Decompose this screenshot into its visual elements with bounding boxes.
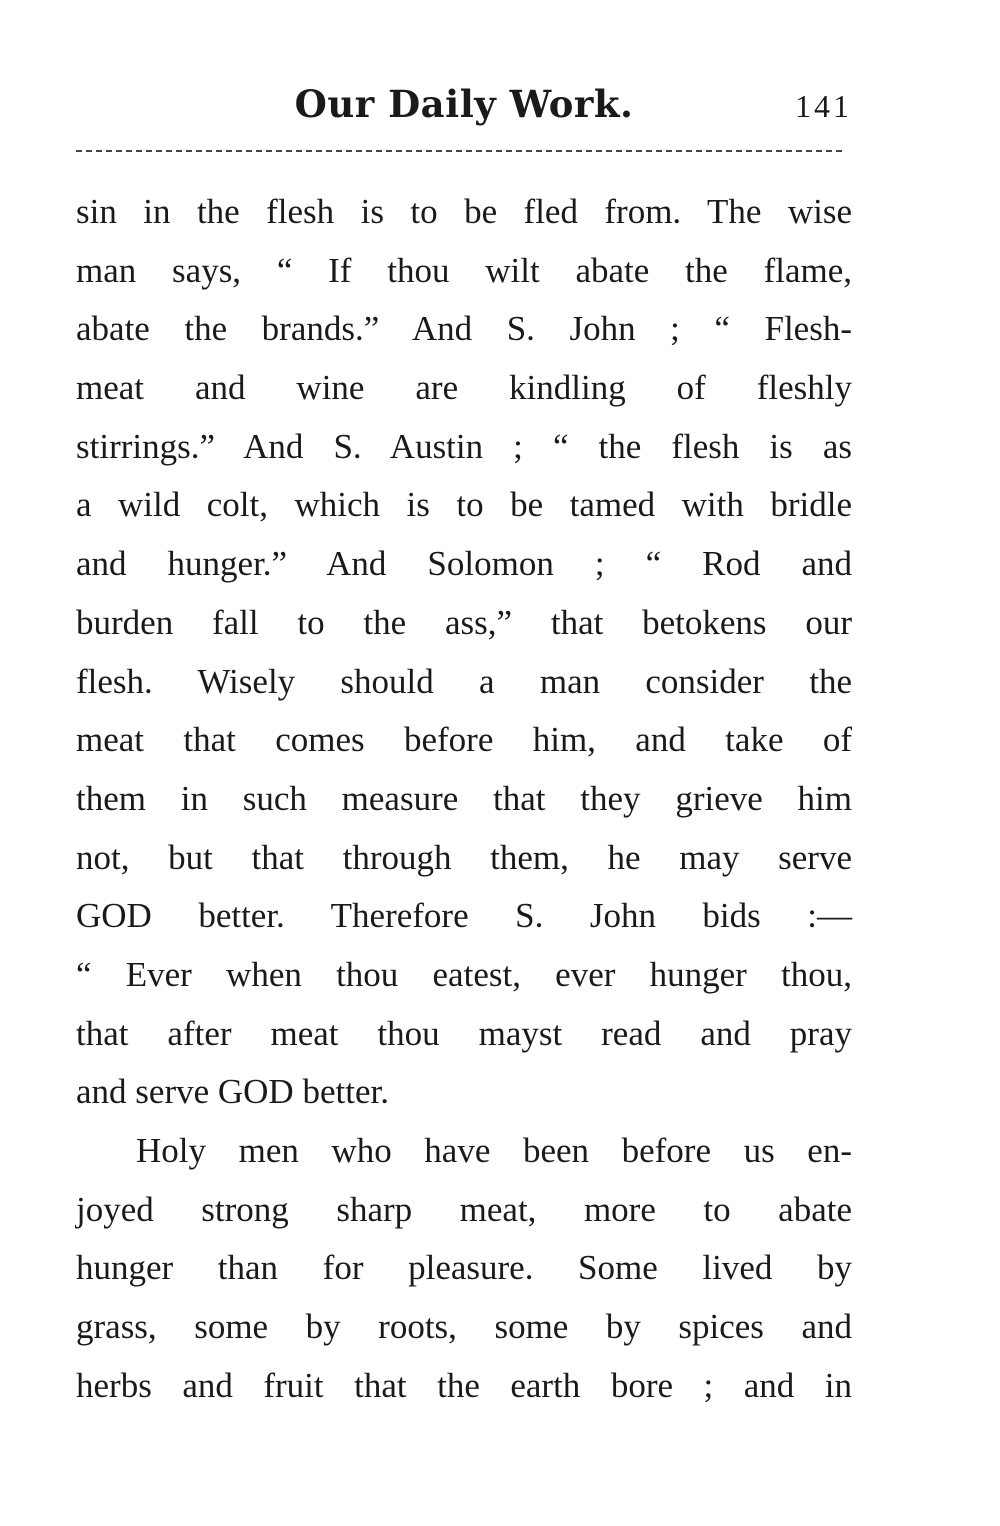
text-line: not, but that through them, he may serve [76,837,852,877]
text-line: them in such measure that they grieve him [76,778,852,818]
text-line: and hunger.” And Solomon ; “ Rod and [76,544,852,584]
running-head [76,76,852,140]
text-line: burden fall to the ass,” that betokens our [76,602,852,642]
paragraph-2 [76,1122,852,1415]
body-text [76,183,852,1415]
text-line: sin in the flesh is to be fled from. The wise [76,192,852,231]
text-line: meat that comes before him, and take of [76,720,852,760]
text-line: flesh. Wisely should a man consider the [76,661,852,701]
text-line: abate the brands.” And S. John ; “ Flesh- [76,309,852,349]
text-line: stirrings.” And S. Austin ; “ the flesh is as [76,426,852,466]
text-line: that after meat thou mayst read and pray [76,1013,852,1053]
text-line: a wild colt, which is to be tamed with bridle [76,485,852,525]
paragraph-1 [76,183,852,1122]
text-line: GOD better. Therefore S. John bids :— [76,896,852,936]
text-line: meat and wine are kindling of fleshly [76,368,852,408]
text-line: herbs and fruit that the earth bore ; and in [76,1365,852,1405]
text-line: man says, “ If thou wilt abate the flame, [76,250,852,290]
text-line: grass, some by roots, some by spices and [76,1307,852,1347]
text-line: and serve GOD better. [76,1072,389,1112]
text-line: hunger than for pleasure. Some lived by [76,1248,852,1288]
text-line: Holy men who have been before us en- [136,1131,852,1170]
text-line: joyed strong sharp meat, more to abate [76,1189,852,1229]
running-title: Our Daily Work. [294,82,634,126]
page-number: 141 [795,88,852,124]
header-rule [76,150,842,152]
text-line: “ Ever when thou eatest, ever hunger thou, [76,954,852,994]
